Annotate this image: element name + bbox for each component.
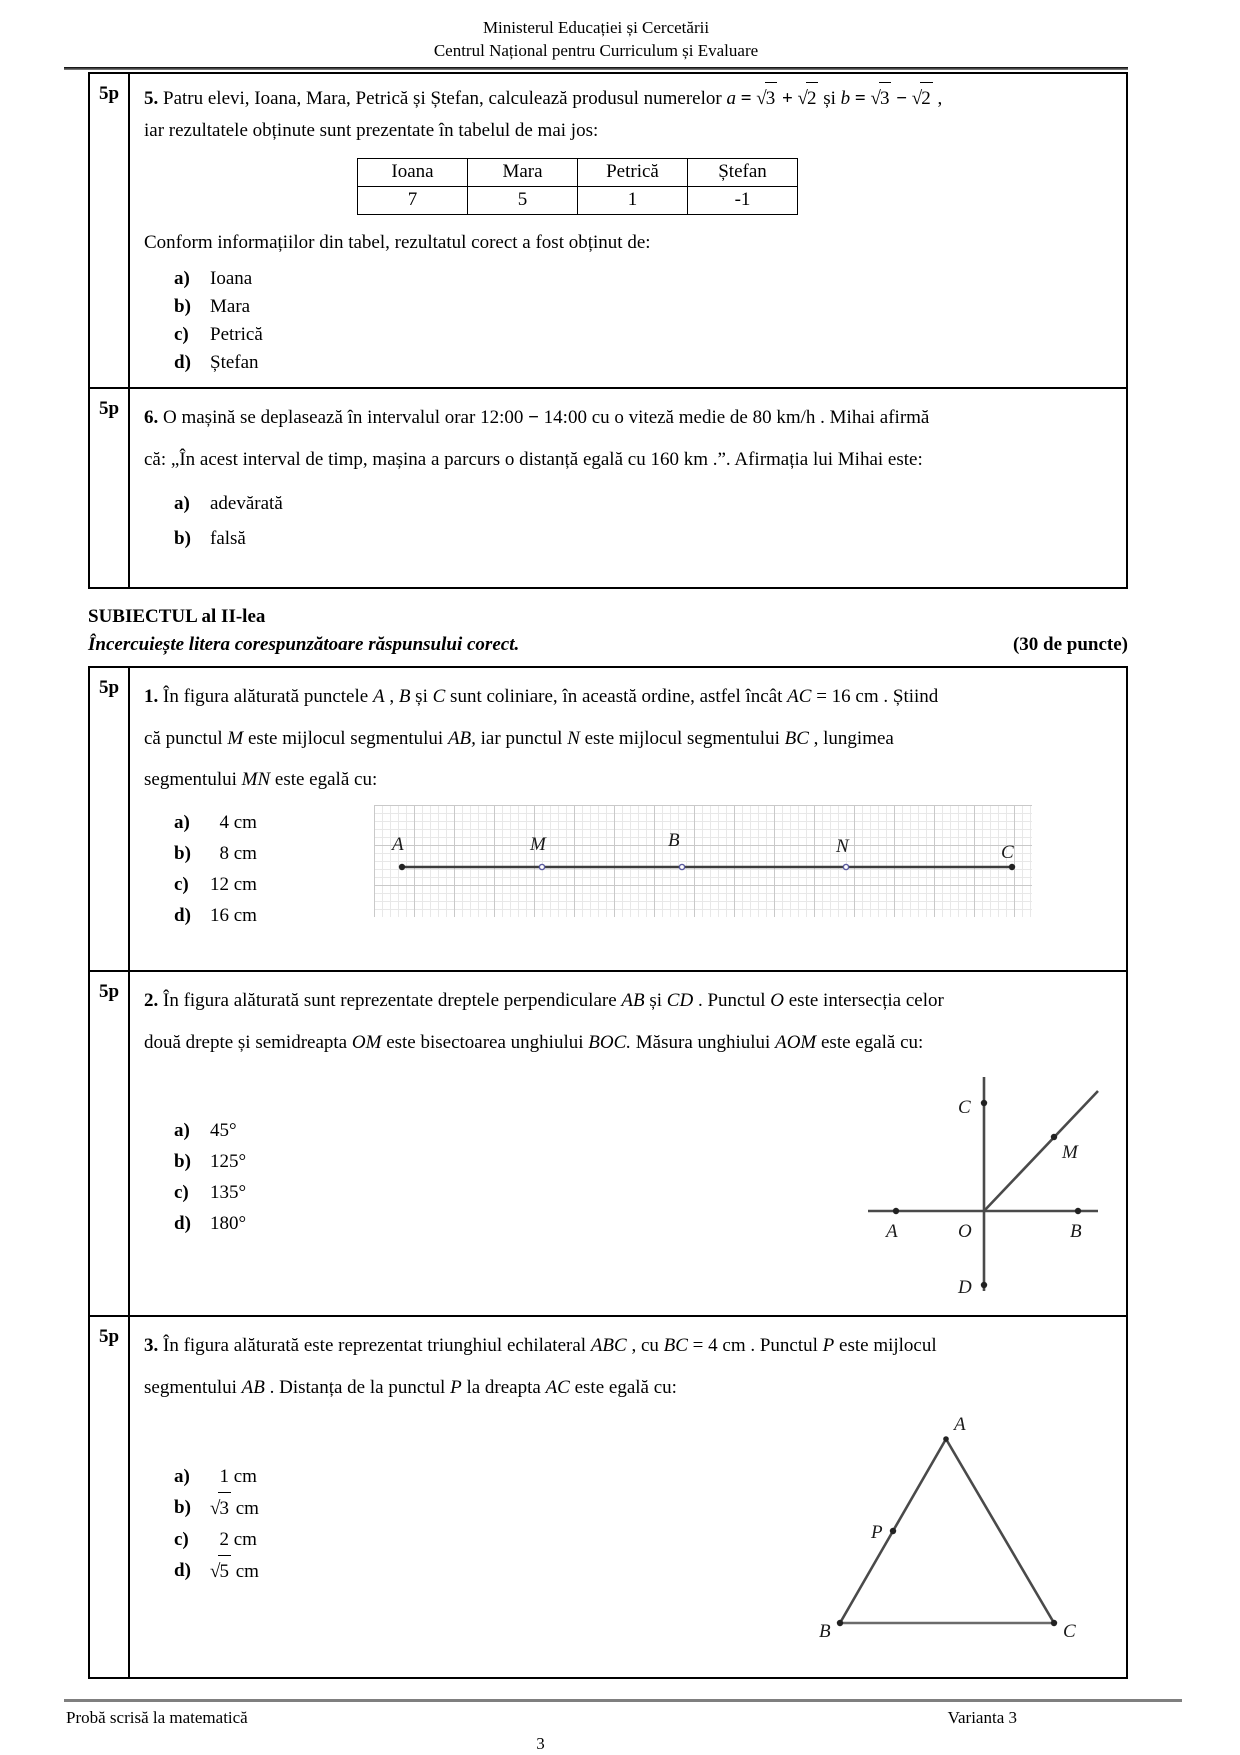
footer-variant: Varianta 3 xyxy=(947,1708,1017,1728)
question-ii3-content xyxy=(130,1317,1126,1677)
sqrt-radical: √3 xyxy=(756,82,777,115)
option-label: d) xyxy=(174,351,191,373)
option-text: Mara xyxy=(210,295,251,317)
question-text-line: că punctul M este mijlocul segmentului AB, iar punctul N este mijlocul segmentului BC , lungimea xyxy=(144,727,894,749)
option-item xyxy=(174,900,374,931)
question-text-line: 1. În figura alăturată punctele A , B și C sunt coliniare, în această ordine, astfel încât AC = 16 cm . Știind xyxy=(144,685,939,707)
options-list xyxy=(144,1461,374,1665)
option-label: b) xyxy=(174,1496,191,1518)
table-cell: Ioana xyxy=(358,158,468,186)
figure-perpendicular-lines xyxy=(856,1063,1108,1305)
sqrt-radical: √2 xyxy=(798,82,819,115)
option-label: b) xyxy=(174,528,191,550)
question-text-line: 2. În figura alăturată sunt reprezentate dreptele perpendiculare AB și CD . Punctul O este intersecția celor xyxy=(144,989,944,1011)
options-list xyxy=(144,486,1114,556)
option-text: Ștefan xyxy=(210,351,259,373)
option-item xyxy=(174,486,1114,521)
option-item xyxy=(174,838,374,869)
point-label-o: O xyxy=(958,1221,972,1243)
options-list xyxy=(144,807,374,931)
option-item xyxy=(174,293,1114,321)
table-value-row xyxy=(358,186,798,214)
option-item xyxy=(174,321,1114,349)
center-title: Centrul Național pentru Curriculum și Evaluare xyxy=(433,41,759,61)
option-text: 45° xyxy=(210,1120,237,1142)
footer-exam-name: Probă scrisă la matematică xyxy=(66,1708,248,1728)
subject-2-points: (30 de puncte) xyxy=(1012,634,1128,656)
point-label-d: D xyxy=(958,1277,972,1299)
point-label-p: P xyxy=(871,1521,883,1543)
table-cell: Mara xyxy=(468,158,578,186)
results-table xyxy=(357,158,798,215)
option-item xyxy=(174,1524,374,1555)
option-text: 8 cm xyxy=(210,843,257,865)
sqrt-radical: √3 xyxy=(210,1492,231,1524)
option-label: c) xyxy=(174,1528,189,1550)
option-item xyxy=(174,1177,374,1208)
subject-2-title: SUBIECTUL al II-lea xyxy=(88,605,266,627)
point-label-m: M xyxy=(1062,1142,1078,1164)
question-text-line: segmentului AB . Distanța de la punctul P la dreapta AC este egală cu: xyxy=(144,1377,677,1399)
points-cell: 5p xyxy=(90,389,130,587)
option-text: adevărată xyxy=(210,493,283,515)
question-6-content xyxy=(130,389,1126,587)
subject-2-body xyxy=(88,666,1128,1680)
options-list xyxy=(144,1115,374,1305)
option-text: 1 cm xyxy=(210,1465,257,1487)
option-item xyxy=(174,869,374,900)
option-label: a) xyxy=(174,1120,190,1142)
question-5-content xyxy=(130,74,1126,387)
question-followup: Conform informațiilor din tabel, rezultatul corect a fost obținut de: xyxy=(144,231,651,253)
page-footer xyxy=(64,1699,1182,1754)
option-label: c) xyxy=(174,1182,189,1204)
point-label-b: B xyxy=(1070,1221,1082,1243)
subject-2-heading xyxy=(88,603,1128,660)
option-text: 125° xyxy=(210,1151,247,1173)
figure-equilateral-triangle xyxy=(814,1409,1086,1665)
option-text: Petrică xyxy=(210,323,263,345)
option-text: falsă xyxy=(210,528,246,550)
question-text-line: iar rezultatele obținute sunt prezentate în tabelul de mai jos: xyxy=(144,120,599,142)
option-item xyxy=(174,349,1114,377)
collinear-points-drawing xyxy=(374,805,1032,917)
option-item xyxy=(174,265,1114,293)
option-label: d) xyxy=(174,905,191,927)
option-label: a) xyxy=(174,493,190,515)
perpendicular-lines-drawing xyxy=(856,1063,1108,1299)
option-item xyxy=(174,1555,374,1587)
option-text: √3 cm xyxy=(210,1492,259,1524)
option-label: a) xyxy=(174,812,190,834)
option-item xyxy=(174,807,374,838)
question-ii2-content xyxy=(130,972,1126,1316)
point-label-a: A xyxy=(886,1221,898,1243)
option-text: 4 cm xyxy=(210,812,257,834)
table-cell: Petrică xyxy=(578,158,688,186)
question-5-box xyxy=(88,72,1128,389)
options-and-figure-row xyxy=(144,801,1114,931)
question-text-line: 5. Patru elevi, Ioana, Mara, Petrică și Ștefan, calculează produsul numerelor a = √3 + √2 și b = √3 − √2 , xyxy=(144,82,1114,115)
point-label-a: A xyxy=(954,1413,966,1435)
question-ii1-box xyxy=(88,666,1128,972)
option-text: 12 cm xyxy=(210,874,257,896)
option-label: c) xyxy=(174,323,189,345)
point-label-b: B xyxy=(819,1620,831,1642)
question-text-line: 3. În figura alăturată este reprezentat triunghiul echilateral ABC , cu BC = 4 cm . Punctul P este mijlocul xyxy=(144,1335,937,1357)
points-cell: 5p xyxy=(90,74,130,387)
option-item xyxy=(174,1146,374,1177)
option-label: b) xyxy=(174,1151,191,1173)
option-item xyxy=(174,521,1114,556)
page-header xyxy=(64,16,1128,67)
question-6-box xyxy=(88,387,1128,589)
ministry-title: Ministerul Educației și Cercetării xyxy=(482,18,710,37)
question-text-line: segmentului MN este egală cu: xyxy=(144,769,378,791)
points-cell: 5p xyxy=(90,972,130,1316)
question-text-line: două drepte și semidreapta OM este bisectoarea unghiului BOC. Măsura unghiului AOM este egală cu: xyxy=(144,1031,924,1053)
point-label-n: N xyxy=(836,836,849,858)
option-text: 16 cm xyxy=(210,905,257,927)
options-list xyxy=(144,265,1114,377)
table-cell: 1 xyxy=(578,186,688,214)
question-text-line: că: „În acest interval de timp, mașina a parcurs o distanță egală cu 160 km .”. Afirmația lui Mihai este: xyxy=(144,448,923,470)
points-cell: 5p xyxy=(90,1317,130,1677)
equilateral-triangle-drawing xyxy=(814,1409,1086,1659)
sqrt-radical: √3 xyxy=(871,82,892,115)
option-text: 2 cm xyxy=(210,1528,257,1550)
footer-row xyxy=(64,1702,1182,1728)
question-ii1-content xyxy=(130,668,1126,970)
option-text: 135° xyxy=(210,1182,247,1204)
subject-2-instruction-row xyxy=(88,631,1128,660)
exam-body xyxy=(88,72,1128,589)
question-ii2-box xyxy=(88,970,1128,1318)
header-rule xyxy=(64,67,1128,70)
option-label: d) xyxy=(174,1559,191,1581)
option-item xyxy=(174,1461,374,1492)
table-cell: Ștefan xyxy=(688,158,798,186)
points-cell: 5p xyxy=(90,668,130,970)
option-label: a) xyxy=(174,1465,190,1487)
question-ii3-box xyxy=(88,1315,1128,1679)
option-label: d) xyxy=(174,1213,191,1235)
options-and-figure-row xyxy=(144,1063,1114,1305)
table-header-row xyxy=(358,158,798,186)
option-label: c) xyxy=(174,874,189,896)
options-and-figure-row xyxy=(144,1409,1114,1665)
table-cell: 5 xyxy=(468,186,578,214)
option-text: 180° xyxy=(210,1213,247,1235)
option-label: b) xyxy=(174,295,191,317)
point-label-b: B xyxy=(668,830,680,852)
point-label-c: C xyxy=(1063,1620,1076,1642)
table-cell: -1 xyxy=(688,186,798,214)
option-text: √5 cm xyxy=(210,1555,259,1587)
point-label-c: C xyxy=(1001,842,1014,864)
page-number: 3 xyxy=(536,1734,545,1754)
sqrt-radical: √2 xyxy=(912,82,933,115)
figure-collinear-points xyxy=(374,805,1032,917)
table-cell: 7 xyxy=(358,186,468,214)
option-text: Ioana xyxy=(210,267,253,289)
option-label: a) xyxy=(174,267,190,289)
sqrt-radical: √5 xyxy=(210,1555,231,1587)
point-label-m: M xyxy=(530,834,546,856)
option-label: b) xyxy=(174,843,191,865)
question-text-line: 6. O mașină se deplasează în intervalul orar 12:00 − 14:00 cu o viteză medie de 80 km/h . Mihai afirmă xyxy=(144,406,930,428)
option-item xyxy=(174,1208,374,1239)
option-item xyxy=(174,1115,374,1146)
subject-2-instruction: Încercuiește litera corespunzătoare răspunsului corect. xyxy=(88,634,520,656)
option-item xyxy=(174,1492,374,1524)
point-label-a: A xyxy=(392,834,404,856)
point-label-c: C xyxy=(958,1097,971,1119)
